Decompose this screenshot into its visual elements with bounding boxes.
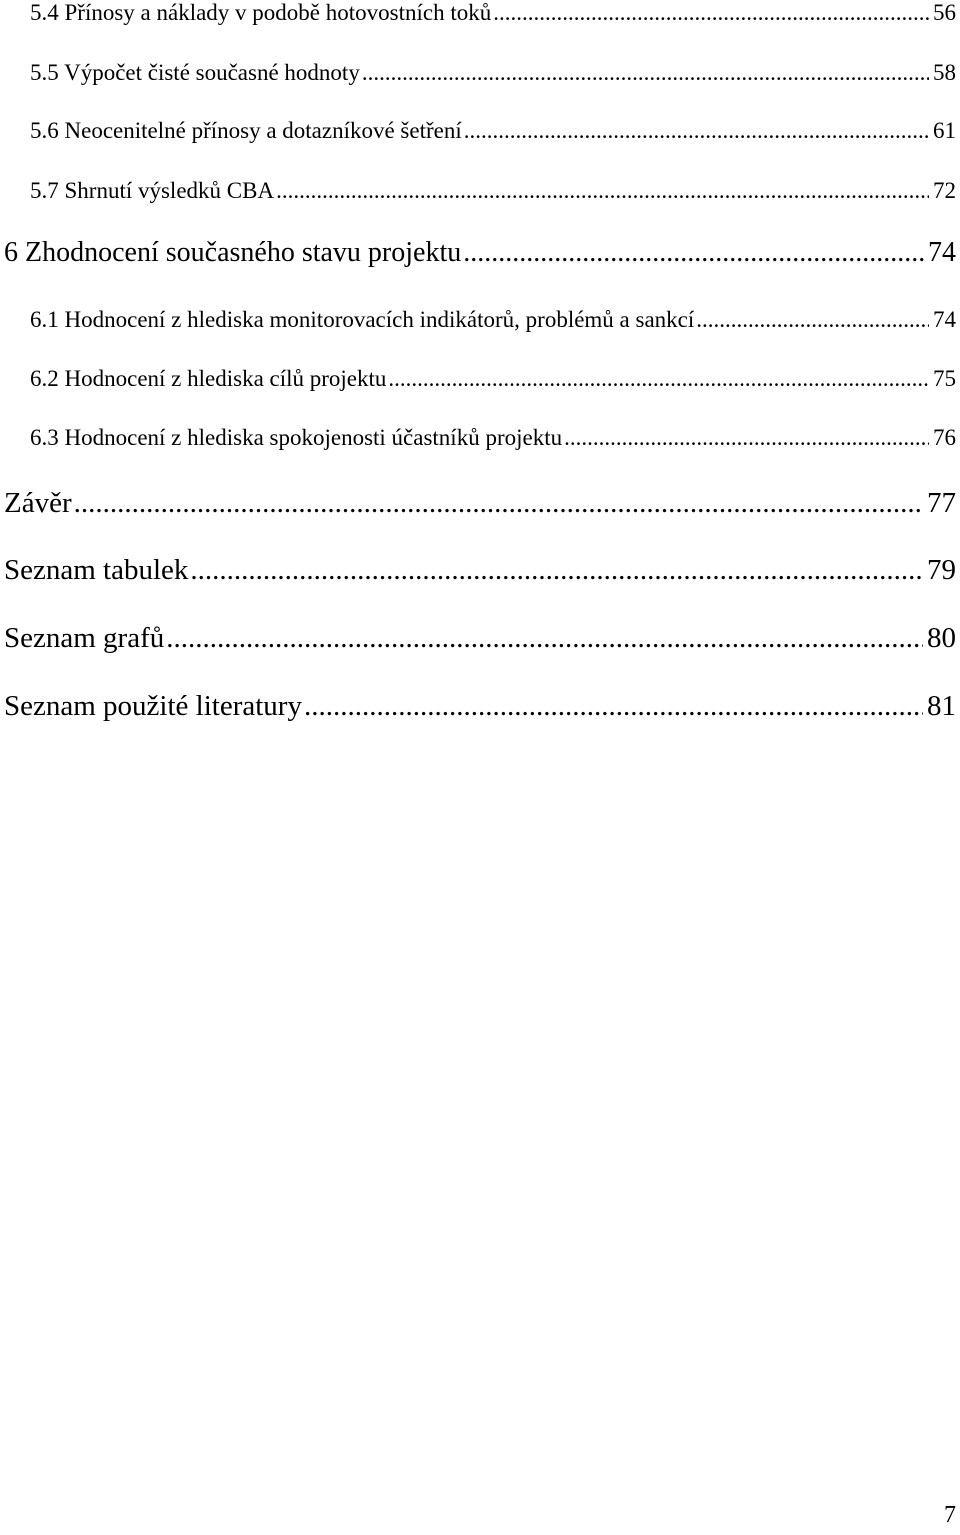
toc-entry-title: 6 Zhodnocení současného stavu projektu [4,237,462,268]
toc-entry-page: 72 [933,178,956,203]
dot-leader [190,554,923,587]
dot-leader [304,690,923,723]
dot-leader [493,0,929,26]
toc-entry-page: 61 [933,118,956,143]
toc-entry-title: 5.7 Shrnutí výsledků CBA [30,178,275,203]
toc-entry-6-3[interactable] [30,425,956,451]
dot-leader [362,60,929,86]
toc-entry-page: 80 [927,622,956,654]
toc-entry-page: 75 [933,366,956,391]
toc-entry-title: Seznam tabulek [4,554,189,586]
toc-entry-5-7[interactable] [30,178,956,204]
toc-entry-title: Seznam grafů [4,622,165,654]
page-number: 7 [944,1502,956,1528]
dot-leader [464,118,929,144]
dot-leader [388,366,929,392]
dot-leader [696,307,929,333]
toc-entry-page: 77 [927,487,956,519]
toc-entry-title: 5.5 Výpočet čisté současné hodnoty [30,60,360,85]
dot-leader [463,237,924,269]
toc-entry-5-5[interactable] [30,60,956,86]
toc-entry-page: 58 [933,60,956,85]
dot-leader [564,425,929,451]
toc-entry-zaver[interactable] [4,487,956,520]
dot-leader [276,178,929,204]
dot-leader [74,487,923,520]
toc-entry-5-4[interactable] [30,0,956,26]
toc-entry-page: 81 [927,690,956,722]
toc-entry-page: 74 [928,237,956,268]
toc-entry-title: 5.4 Přínosy a náklady v podobě hotovostních toků [30,0,492,25]
toc-entry-title: Závěr [4,487,72,519]
toc-entry-title: 6.2 Hodnocení z hlediska cílů projektu [30,366,387,391]
toc-entry-page: 76 [933,425,956,450]
toc-entry-title: Seznam použité literatury [4,690,302,722]
toc-entry-title: 6.3 Hodnocení z hlediska spokojenosti účastníků projektu [30,425,563,450]
dot-leader [166,622,923,655]
toc-entry-title: 6.1 Hodnocení z hlediska monitorovacích indikátorů, problémů a sankcí [30,307,695,332]
toc-entry-seznam-grafu[interactable] [4,622,956,655]
toc-entry-page: 74 [933,307,956,332]
toc-entry-seznam-literatury[interactable] [4,690,956,723]
toc-entry-seznam-tabulek[interactable] [4,554,956,587]
toc-entry-title: 5.6 Neocenitelné přínosy a dotazníkové šetření [30,118,462,143]
toc-entry-page: 56 [933,0,956,25]
toc-entry-6[interactable] [4,237,956,269]
toc-entry-6-1[interactable] [30,307,956,333]
toc-entry-page: 79 [927,554,956,586]
toc-entry-6-2[interactable] [30,366,956,392]
toc-entry-5-6[interactable] [30,118,956,144]
